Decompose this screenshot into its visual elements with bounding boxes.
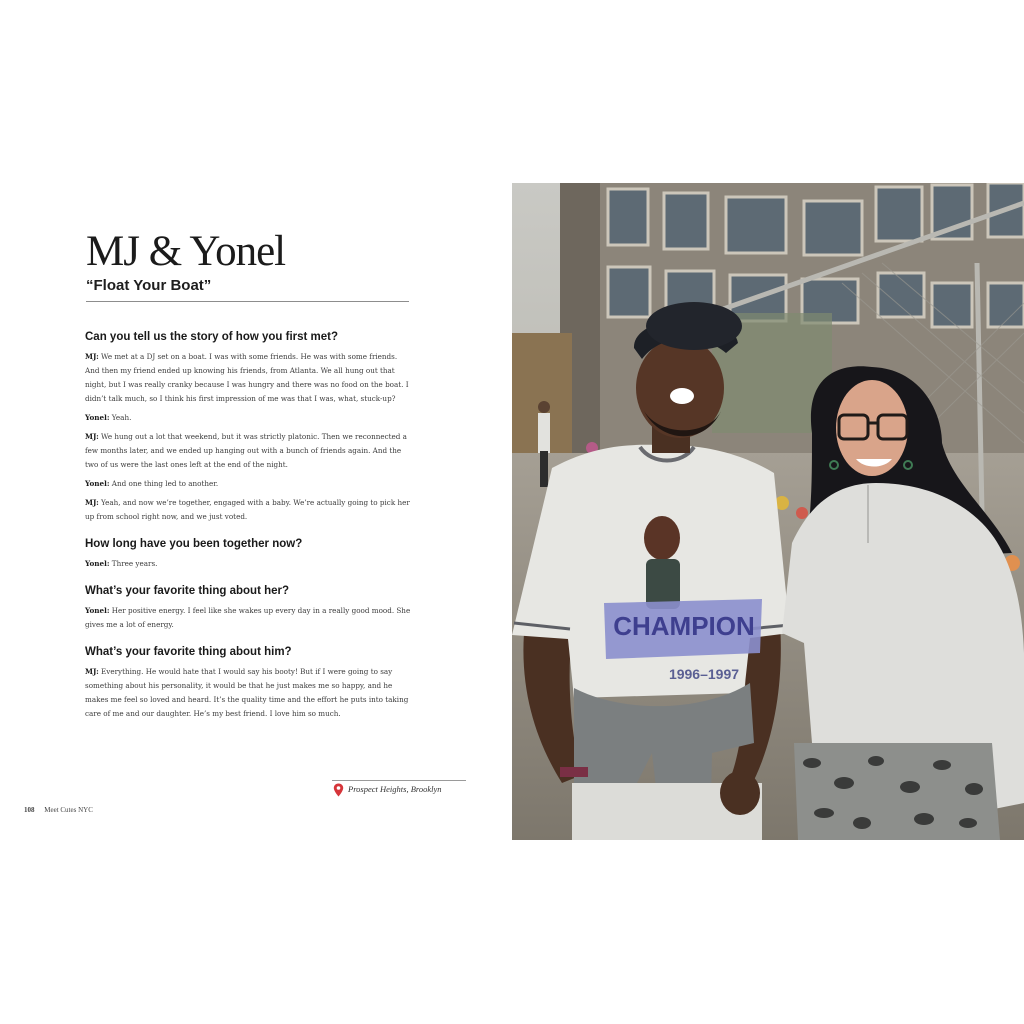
left-page <box>0 183 512 840</box>
map-pin-icon <box>333 783 344 797</box>
answer-text: And one thing led to another. <box>111 479 219 488</box>
answer <box>85 665 411 721</box>
answer-text: We hung out a lot that weekend, but it was strictly platonic. Then we reconnected a few months later, and we ended up hanging out with a bunch of friends again. And the two of us were the last ones left at the end of the night. <box>85 432 407 469</box>
speaker-label: Yonel: <box>85 479 110 488</box>
speaker-label: MJ: <box>85 667 99 676</box>
speaker-label: MJ: <box>85 352 99 361</box>
title-divider <box>86 301 409 302</box>
answer-text: Yeah. <box>111 413 132 422</box>
page-subtitle: “Float Your Boat” <box>86 277 212 294</box>
question: What’s your favorite thing about him? <box>85 646 292 658</box>
speaker-label: MJ: <box>85 498 99 507</box>
answer-text: Yeah, and now we’re together, engaged with a baby. We’re actually going to pick her up from school right now, and we just voted. <box>85 498 410 521</box>
page-footer <box>24 806 93 814</box>
interview-section <box>85 330 411 726</box>
couple-photo <box>512 183 1024 840</box>
location-label: Prospect Heights, Brooklyn <box>348 784 442 794</box>
shirt-print-years: 1996–1997 <box>668 666 740 682</box>
answer-text: We met at a DJ set on a boat. I was with some friends. He was with some friends. And then my friend ended up knowing his friends, from Atlanta. We all hung out that night, but I was really cranky because I was hungry and there was no food on the boat. I didn’t talk much, so I think his first impression of me was that I was, what, stuck-up? <box>85 352 409 403</box>
answer-text: Her positive energy. I feel like she wakes up every day in a really good mood. She gives me a lot of energy. <box>85 606 411 629</box>
answer <box>85 411 411 425</box>
page-title: MJ & Yonel <box>86 228 286 275</box>
question: Can you tell us the story of how you first met? <box>85 331 339 343</box>
answer-text: Three years. <box>111 559 158 568</box>
page-number: 108 <box>24 806 35 814</box>
answer <box>85 477 411 491</box>
answer <box>85 350 411 406</box>
book-title: Meet Cutes NYC <box>44 806 93 814</box>
answer <box>85 557 411 571</box>
answer <box>85 430 411 472</box>
speaker-label: Yonel: <box>85 413 110 422</box>
speaker-label: Yonel: <box>85 559 110 568</box>
location-tag <box>332 780 466 797</box>
answer <box>85 496 411 524</box>
answer <box>85 604 411 632</box>
speaker-label: Yonel: <box>85 606 110 615</box>
shirt-print-text: CHAMPION <box>613 611 755 641</box>
answer-text: Everything. He would hate that I would say his booty! But if I were going to say something about his personality, it would be that he just makes me so happy, and he makes me feel so loved and heard. It’s the quality time and the effort he puts into taking care of me and our daughter. He’s my best friend. I love him so much. <box>85 667 409 718</box>
question: What’s your favorite thing about her? <box>85 585 290 597</box>
speaker-label: MJ: <box>85 432 99 441</box>
question: How long have you been together now? <box>85 538 303 550</box>
